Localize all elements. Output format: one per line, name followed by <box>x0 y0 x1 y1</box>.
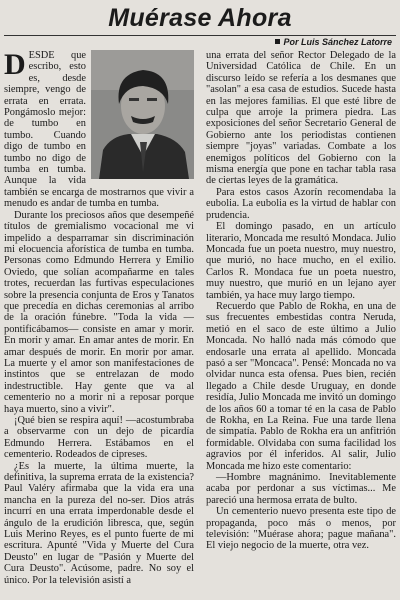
title-divider <box>4 35 396 36</box>
body-paragraph: —Hombre magnánimo. Inevitablemente acaba por perdonar a sus víctimas... Me pareció una hermosa errata de bulto. <box>206 472 396 506</box>
body-paragraph: Recuerdo que Pablo de Rokha, en una de sus frecuentes embestidas contra Neruda, metió en el saco de este último a Julio Moncada. No halló nada más cómodo que endosarle una errata al apellido. Moncada pasó a ser "Moncaca". Pensé: Moncada no va olvidar nunca esta ofensa. Pues bien, recién llegado a Chile desde Uruguay, en donde residía, Julio Moncada me invitó un domingo de los años 60 a tomar té en la casa de Pablo de Rokha, en La Reina. Fue una tarde llena de simpatía. Pablo de Rokha era un anfitrión formidable. Olvidaba con suma facilidad los agravios por él inferidos. Al salir, Julio Moncada me hizo este comentario: <box>206 300 396 472</box>
byline-text: Por Luis Sánchez Latorre <box>283 37 392 47</box>
body-paragraph: ESDE que escribo, esto es, desde siempre, vengo de errata en errata. Pongámoslo mejor: de tumbo en tumbo. Cuando digo de tumbo en tumbo no digo de tumba en tumba. Aunque la vida también se encarga de mostrarnos que vivir a menudo es andar de tumba en tumba. <box>4 50 194 210</box>
right-column <box>206 50 396 598</box>
body-paragraph: Un cementerio nuevo presenta este tipo de propaganda, poco más o menos, por televisión: "Muérase ahora; pague mañana". El viejo negocio de la muerte, otra vez. <box>206 506 396 552</box>
body-paragraph: El domingo pasado, en un artículo literario, Moncada me resultó Mondaca. Julio Moncada fue un poeta nuestro, muy nuestro, que murió, no hace mucho, en el exilio. Carlos R. Mondaca fue un poeta nuestro, muy nuestro, que murió en un lejano ayer también, ya hace muy largo tiempo. <box>206 221 396 301</box>
drop-cap: D <box>4 50 26 81</box>
author-portrait-image <box>91 50 194 179</box>
left-column <box>4 50 194 598</box>
body-paragraph: Durante los preciosos años que desempeñé títulos de gremialismo vocacional me vi impelido a desparramar sin discriminación mi elocuencia aforística de tumba en tumba. Personas como Edmundo Herrera y Emilio Oviedo, que solían acompañarme en tales trotes, recuerdan las furtivas especulaciones sobre la presencia conjunta de Eros y Tanatos que precedía en dichas ceremonias al arribo de la oración fúnebre. "Toda la vida —pontificábamos— consiste en amar y morir. En morir y amar. En amar antes de morir. En amar después de morir. En morir por amar. La muerte y el amor son manifestaciones de instintos que se entrelazan de modo indestructible. Hay gente que va al cementerio no a morir ni a reposar porque haya muerto, sino a vivir". <box>4 209 194 415</box>
author-photo <box>91 50 194 179</box>
article-title: Muérase Ahora <box>108 4 292 32</box>
body-paragraph: ¡Qué bien se respira aquí! —acostumbraba a observarme con un dejo de picardía Edmundo Herrera. Estábamos en el cementerio. Rodeados de cipreses. <box>4 415 194 461</box>
square-bullet-icon <box>275 39 280 44</box>
body-paragraph: Para estos casos Azorín recomendaba la eubolia. La eubolia es la virtud de hablar con prudencia. <box>206 186 396 221</box>
byline <box>275 37 392 47</box>
body-paragraph: ¿Es la muerte, la última muerte, la definitiva, la suprema errata de la existencia? Paul Valéry afirmaba que la vida era una mancha en la pureza del no-ser. Dios atrás incurrí en una errata imperdonable desde el ángulo de la erudición libresca, que, según Luis Merino Reyes, es el punto fuerte de mi escritura. Apunté "Vida y Muerte del Cura Deusto" en lugar de "Pasión y Muerte del Cura Deusto". Acúsome, padre. No soy el único. Por la televisión asistí a <box>4 460 194 586</box>
body-paragraph: una errata del señor Rector Delegado de la Universidad Católica de Chile. En un discurso leído se refería a los desmanes que "asolan" a esa casa de estudios. Sucede hasta en las mejores familias. El que esté libre de culpa que arroje la primera piedra. Las exposiciones del señor Secretario General de Gobierno ante los periodistas contienen siempre "joyas" variadas. Combate a los enemigos políticos del Gobierno con la misma energía que pone en tachar tabla rasa de ciertas leyes de la gramática. <box>206 50 396 187</box>
